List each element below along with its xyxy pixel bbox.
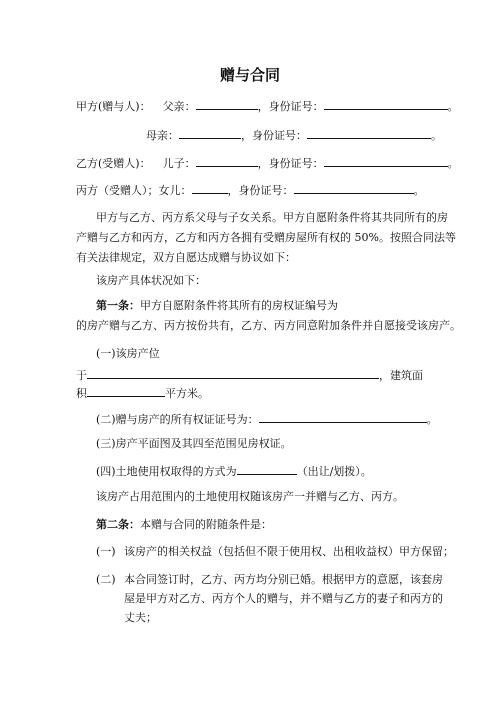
end-dot: 。 [447, 100, 459, 113]
mother-id-blank[interactable] [307, 127, 431, 139]
condition-2-line-2: 屋是甲方对乙方、丙方个人的赠与，并不赠与乙方的妻子和丙方的 [124, 592, 443, 605]
end-dot: 。 [447, 157, 459, 170]
condition-1-number: (一) [96, 545, 116, 558]
daughter-id-label: ，身份证号： [227, 184, 294, 197]
item-2-label: (二)赠与房产的所有权证证号为： [96, 413, 259, 426]
item-3-line: (三)房产平面图及其四至范围见房权证。 [96, 437, 292, 450]
mother-label: 母亲： [146, 129, 179, 142]
document-title: 赠与合同 [219, 66, 280, 84]
son-id-label: ，身份证号： [257, 157, 324, 170]
end-dot: 。 [413, 184, 425, 197]
father-name-blank[interactable] [196, 98, 258, 110]
land-method-blank[interactable] [237, 463, 297, 475]
end-dot: 。 [431, 129, 442, 142]
mother-line [146, 127, 442, 143]
party-a-label: 甲方(赠与人)： [76, 100, 151, 113]
condition-2-number: (二) [96, 573, 116, 586]
item-1-yu: 于 [76, 369, 87, 382]
son-label: 儿子： [162, 157, 196, 170]
article-1-line-1 [96, 299, 338, 313]
item-1-unit: 平方米。 [165, 387, 209, 400]
item-4-suffix: （出让/划拨）。 [296, 465, 372, 478]
mother-name-blank[interactable] [179, 127, 241, 139]
item-1-area-label: ，建筑面 [379, 369, 423, 382]
father-id-label: ，身份证号： [257, 100, 324, 113]
party-a-line [76, 98, 459, 114]
article-1-label: 第一条： [96, 299, 140, 312]
party-b-label: 乙方(受赠人)： [76, 157, 151, 170]
article-2-label: 第二条： [96, 518, 140, 531]
condition-2-line-1: 本合同签订时，乙方、丙方均分别已婚。根据甲方的意愿，该套房 [124, 573, 443, 586]
land-use-text: 该房产占用范围内的土地使用权随该房产一并赠与乙方、丙方。 [96, 490, 404, 503]
area-blank[interactable] [87, 385, 165, 397]
mother-id-label: ，身份证号： [241, 129, 307, 142]
son-id-blank[interactable] [324, 155, 448, 167]
article-2-text: 本赠与合同的附随条件是： [140, 518, 272, 531]
condition-1-text: 该房产的相关权益（包括但不限于使用权、出租收益权）甲方保留； [124, 545, 454, 558]
intro-line-3: 有关法律规定，双方自愿达成赠与协议如下： [76, 251, 296, 264]
item-4-line [96, 463, 372, 479]
party-c-line [76, 182, 425, 198]
property-address-blank[interactable] [87, 367, 379, 379]
item-1-address-line [76, 367, 423, 383]
son-name-blank[interactable] [196, 155, 258, 167]
daughter-id-blank[interactable] [294, 182, 414, 194]
article-2-line [96, 518, 272, 532]
daughter-name-blank[interactable] [192, 182, 228, 194]
condition-2-line-3: 丈夫； [124, 611, 157, 624]
end-dot: 。 [426, 413, 438, 426]
item-4-label: (四)土地使用权取得的方式为 [96, 465, 237, 478]
article-1-line-2: 的房产赠与乙方、丙方按份共有，乙方、丙方同意附加条件并自愿接受该房产。 [76, 319, 461, 332]
certificate-number-blank[interactable] [259, 411, 427, 423]
father-label: 父亲： [162, 100, 196, 113]
item-1-ji: 积 [76, 387, 87, 400]
item-2-line [96, 411, 438, 427]
item-1-heading: (一)该房产位 [96, 347, 160, 360]
party-c-label: 丙方（受赠人）；女儿： [76, 184, 192, 197]
party-b-line [76, 155, 459, 171]
article-1-text: 甲方自愿附条件将其所有的房权证编号为 [140, 299, 338, 312]
intro-line-2: 产赠与乙方和丙方，乙方和丙方各拥有受赠房屋所有权的 50%。按照合同法等 [76, 231, 456, 244]
intro-line-1: 甲方与乙方、丙方系父母与子女关系。甲方自愿附条件将其共同所有的房 [96, 211, 448, 224]
father-id-blank[interactable] [324, 98, 448, 110]
property-intro: 该房产具体状况如下： [96, 274, 206, 287]
item-1-area-line [76, 385, 209, 401]
